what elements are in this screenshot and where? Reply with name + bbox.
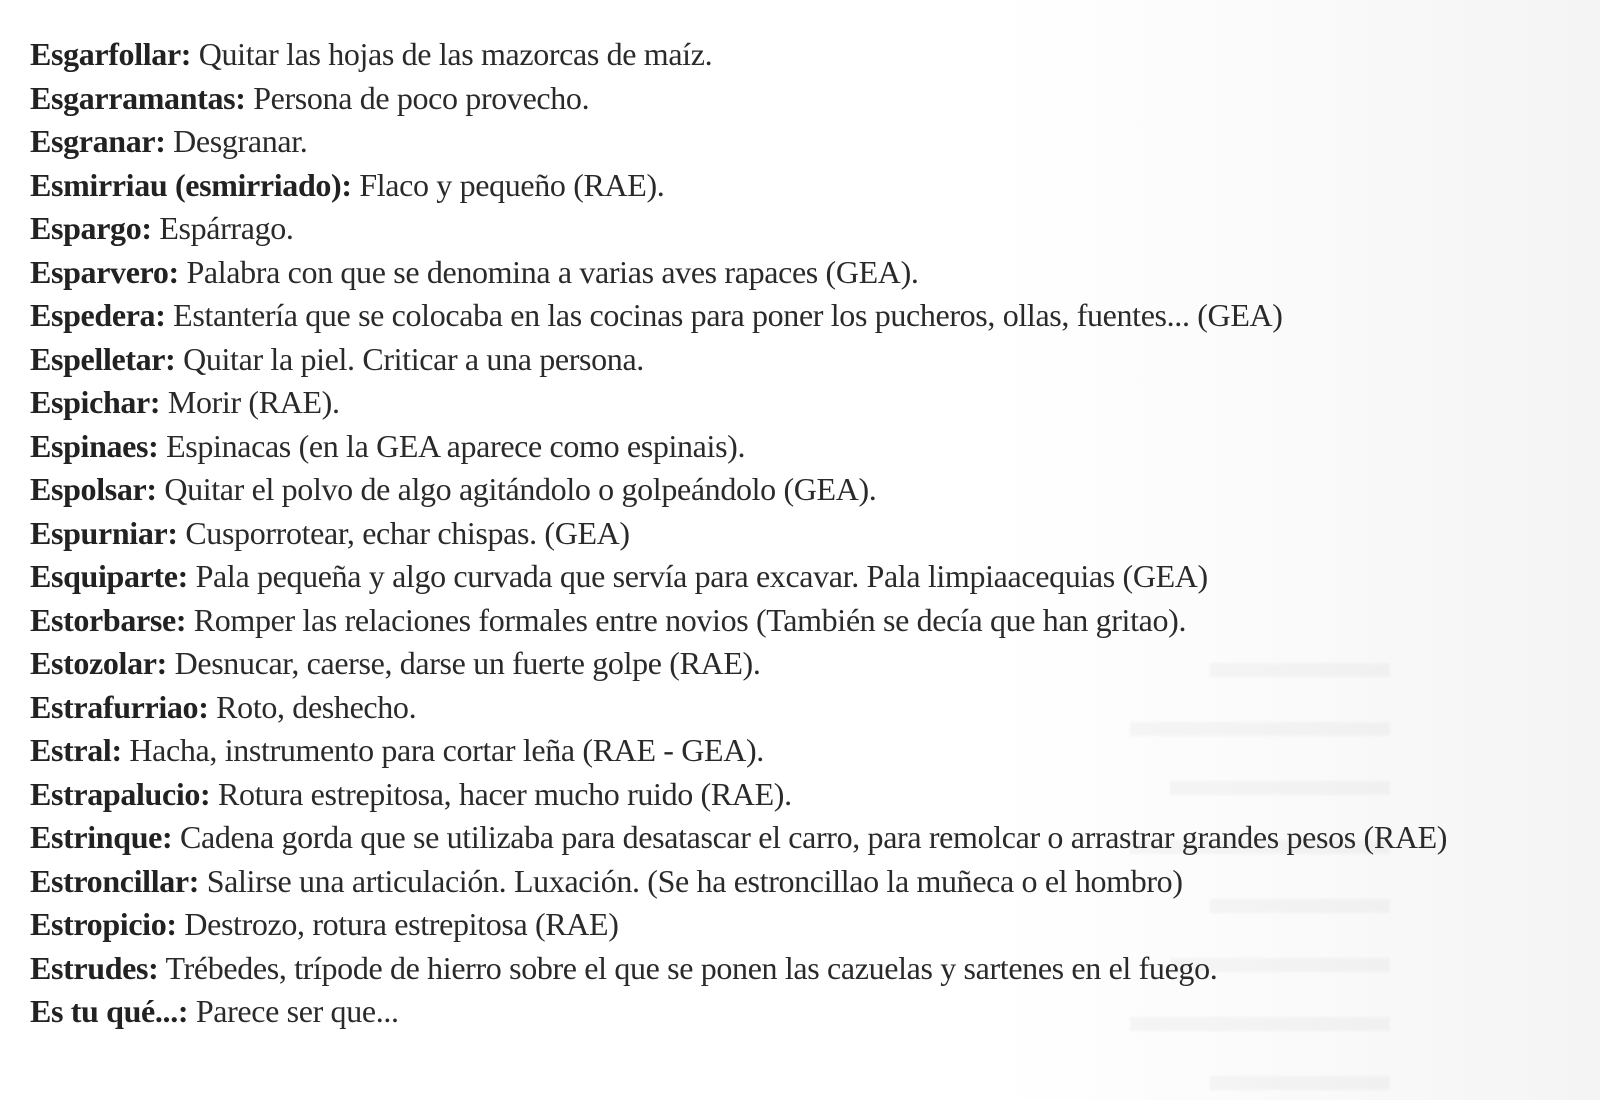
- entry-term: Estrafurriao:: [30, 688, 209, 725]
- entry-definition: Persona de poco provecho.: [253, 79, 590, 116]
- glossary-entry: [30, 599, 1570, 643]
- glossary-entry: [30, 207, 1570, 251]
- entry-definition: Romper las relaciones formales entre novios (También se decía que han gritao).: [193, 601, 1187, 638]
- entry-definition: Flaco y pequeño (RAE).: [359, 166, 665, 203]
- entry-term: Espichar:: [30, 384, 161, 420]
- entry-definition: Pala pequeña y algo curvada que servía para excavar. Pala limpiaacequias (GEA): [195, 558, 1208, 594]
- entry-term: Es tu qué...:: [30, 993, 189, 1029]
- glossary-entry: [30, 425, 1570, 469]
- entry-definition: Cusporrotear, echar chispas. (GEA): [185, 514, 630, 551]
- entry-definition: Cadena gorda que se utilizaba para desatascar el carro, para remolcar o arrastrar grandes pesos (RAE): [179, 819, 1448, 855]
- entry-term: Esquiparte:: [30, 558, 188, 594]
- entry-definition: Espárrago.: [159, 210, 294, 246]
- entry-term: Espolsar:: [30, 471, 157, 507]
- entry-definition: Destrozo, rotura estrepitosa (RAE): [184, 906, 619, 942]
- entry-definition: Espinacas (en la GEA aparece como espinais).: [166, 427, 746, 464]
- entry-term: Espargo:: [30, 210, 152, 246]
- entry-definition: Trébedes, trípode de hierro sobre el que se ponen las cazuelas y sartenes en el fuego.: [165, 949, 1218, 986]
- entry-term: Espelletar:: [30, 340, 176, 377]
- glossary-entry: [30, 512, 1570, 556]
- entry-definition: Morir (RAE).: [167, 384, 340, 420]
- glossary-entry: [30, 164, 1570, 208]
- entry-definition: Quitar las hojas de las mazorcas de maíz.: [198, 36, 713, 72]
- entry-term: Espedera:: [30, 297, 166, 333]
- entry-definition: Desnucar, caerse, darse un fuerte golpe (RAE).: [174, 645, 761, 681]
- glossary-entry: [30, 686, 1570, 730]
- entry-term: Estrudes:: [30, 949, 159, 986]
- entry-term: Esgranar:: [30, 123, 166, 159]
- glossary-entry: [30, 294, 1570, 338]
- glossary-entry: [30, 468, 1570, 512]
- entry-term: Espinaes:: [30, 427, 159, 464]
- entry-definition: Parece ser que...: [195, 993, 399, 1029]
- entry-term: Estozolar:: [30, 645, 167, 681]
- glossary-list: [30, 33, 1570, 1034]
- glossary-entry: [30, 251, 1570, 295]
- entry-term: Estropicio:: [30, 906, 177, 942]
- glossary-entry: [30, 903, 1570, 947]
- glossary-entry: [30, 816, 1570, 860]
- glossary-entry: [30, 773, 1570, 817]
- glossary-entry: [30, 33, 1570, 77]
- entry-term: Espurniar:: [30, 514, 178, 551]
- glossary-entry: [30, 381, 1570, 425]
- glossary-entry: [30, 77, 1570, 121]
- glossary-entry: [30, 729, 1570, 773]
- entry-definition: Desgranar.: [173, 123, 308, 159]
- entry-term: Estral:: [30, 732, 122, 768]
- entry-definition: Rotura estrepitosa, hacer mucho ruido (RAE).: [218, 775, 792, 812]
- glossary-entry: [30, 860, 1570, 904]
- glossary-entry: [30, 338, 1570, 382]
- entry-term: Estroncillar:: [30, 862, 200, 899]
- entry-term: Estrinque:: [30, 819, 173, 855]
- entry-term: Esgarfollar:: [30, 36, 192, 72]
- entry-definition: Quitar el polvo de algo agitándolo o golpeándolo (GEA).: [164, 471, 877, 507]
- entry-term: Esgarramantas:: [30, 79, 246, 116]
- glossary-entry: [30, 120, 1570, 164]
- entry-definition: Hacha, instrumento para cortar leña (RAE - GEA).: [129, 732, 764, 768]
- entry-term: Esmirriau (esmirriado):: [30, 166, 352, 203]
- glossary-entry: [30, 990, 1570, 1034]
- entry-term: Esparvero:: [30, 253, 179, 290]
- entry-definition: Quitar la piel. Criticar a una persona.: [183, 340, 644, 377]
- entry-definition: Salirse una articulación. Luxación. (Se ha estroncillao la muñeca o el hombro): [206, 862, 1183, 899]
- entry-term: Estorbarse:: [30, 601, 187, 638]
- glossary-entry: [30, 947, 1570, 991]
- entry-term: Estrapalucio:: [30, 775, 211, 812]
- entry-definition: Palabra con que se denomina a varias aves rapaces (GEA).: [186, 253, 919, 290]
- glossary-entry: [30, 555, 1570, 599]
- entry-definition: Roto, deshecho.: [216, 688, 417, 725]
- glossary-entry: [30, 642, 1570, 686]
- entry-definition: Estantería que se colocaba en las cocinas para poner los pucheros, ollas, fuentes... (GEA): [173, 297, 1283, 333]
